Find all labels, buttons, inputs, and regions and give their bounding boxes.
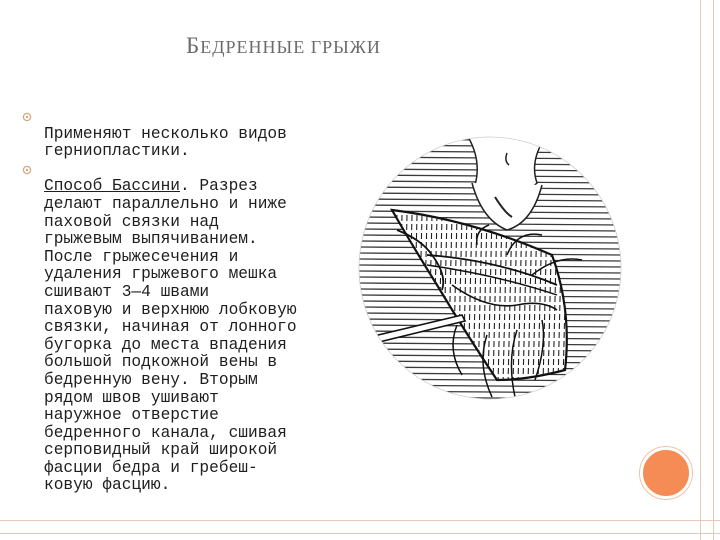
bassini-method-link[interactable]: Способ Бассини <box>44 177 180 196</box>
bullet-text-2: . Разрез делают параллельно и ниже паховой связки над грыжевым выпячиванием. После грыжесечения и удаления грыжевого мешка сшивают 3—4 швами паховую и верхнюю лобковую связки, начиная от лонного бугорка до места впадения большой подкожной вены в бедренную вену. Вторым рядом швов ушивают наружное отверстие бедренного канала, сшивая серповидный край широкой фасции бедра и гребеш- ковую фасцию. <box>44 177 297 495</box>
decorative-frame-bottom <box>0 520 720 534</box>
bullet-text-1: Применяют несколько видов герниопластики. <box>44 124 287 161</box>
title-rest: ЕДРЕННЫЕ ГРЫЖИ <box>200 37 381 57</box>
bullet-item-1 <box>22 108 342 161</box>
bullet-item-2 <box>22 161 342 495</box>
accent-circle <box>640 447 692 499</box>
bullet-circle-icon <box>22 165 32 175</box>
bullet-circle-icon <box>22 112 32 122</box>
bullet-list <box>22 108 342 495</box>
decorative-frame-right <box>700 0 714 540</box>
slide-title <box>186 33 486 59</box>
title-capital: Б <box>186 33 201 58</box>
surgery-illustration <box>357 135 623 401</box>
